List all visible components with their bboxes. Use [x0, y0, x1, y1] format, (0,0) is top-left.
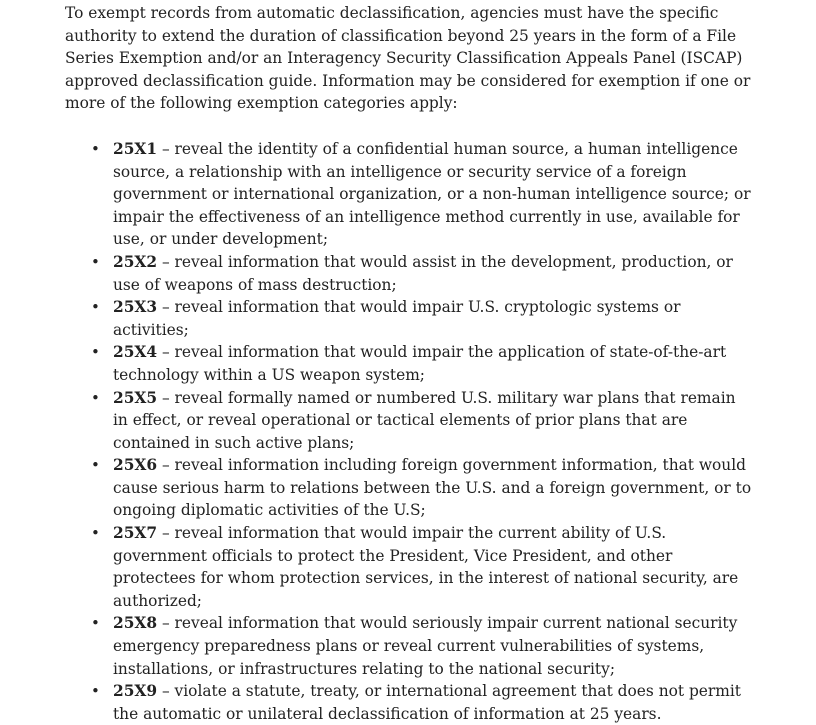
bullet-icon: •	[91, 343, 100, 362]
exemption-text: – reveal the identity of a confidential human source, a human intelligence source, a relationship with an intelligence or security service of a foreign government or international organization, or a non-human intelligence source; or impair the effectiveness of an intelligence method currently in use, available for use, or under development;	[113, 139, 751, 249]
exemption-code: 25X7	[113, 524, 158, 543]
exemption-text: – reveal information including foreign government information, that would cause serious harm to relations between the U.S. and a foreign government, or to ongoing diplomatic activities of the U.S;	[113, 456, 752, 520]
exemption-code: 25X9	[113, 682, 158, 701]
exemption-code: 25X4	[113, 343, 158, 362]
bullet-icon: •	[91, 139, 100, 158]
exemption-code: 25X1	[113, 139, 158, 158]
exemption-item-25x4	[91, 341, 753, 386]
exemption-text: – reveal formally named or numbered U.S. military war plans that remain in effect, or reveal operational or tactical elements of prior plans that are contained in such active plans;	[113, 388, 736, 452]
exemption-text: – reveal information that would impair the current ability of U.S. government officials to protect the President, Vice President, and other protectees for whom protection services, in the interest of national security, are authorized;	[113, 524, 739, 610]
exemption-item-25x9	[91, 680, 753, 725]
bullet-icon: •	[91, 388, 100, 407]
exemption-item-25x2	[91, 251, 753, 296]
exemption-item-25x7	[91, 522, 753, 612]
exemption-text: – reveal information that would impair the application of state-of-the-art technology within a US weapon system;	[113, 343, 727, 384]
bullet-icon: •	[91, 524, 100, 543]
exemption-code: 25X3	[113, 298, 158, 317]
bullet-icon: •	[91, 298, 100, 317]
exemption-item-25x3	[91, 296, 753, 341]
bullet-icon: •	[91, 252, 100, 271]
exemption-code: 25X5	[113, 388, 158, 407]
exemption-text: – reveal information that would seriously impair current national security emergency preparedness plans or reveal current vulnerabilities of systems, installations, or infrastructures relating to the national security;	[113, 614, 738, 678]
exemption-code: 25X8	[113, 614, 158, 633]
exemption-text: – reveal information that would assist in the development, production, or use of weapons of mass destruction;	[113, 252, 733, 294]
intro-paragraph: To exempt records from automatic declassification, agencies must have the specific authority to extend the duration of classification beyond 25 years in the form of a File Series Exemption and/or an Interagency Security Classification Appeals Panel (ISCAP) approved declassification guide. Information may be considered for exemption if one or more of the following exemption categories apply:	[65, 4, 751, 113]
exemption-text: – violate a statute, treaty, or international agreement that does not permit the automatic or unilateral declassification of information at 25 years.	[113, 682, 741, 723]
exemption-text: – reveal information that would impair U.S. cryptologic systems or activities;	[113, 298, 681, 339]
exemption-item-25x6	[91, 454, 753, 522]
bullet-icon: •	[91, 614, 100, 633]
exemption-code: 25X6	[113, 456, 158, 475]
exemption-code: 25X2	[113, 252, 158, 271]
bullet-icon: •	[91, 456, 100, 475]
exemption-item-25x8	[91, 612, 753, 680]
exemption-item-25x5	[91, 387, 753, 455]
exemption-list	[65, 138, 753, 725]
bullet-icon: •	[91, 682, 100, 701]
exemption-item-25x1	[91, 138, 753, 251]
